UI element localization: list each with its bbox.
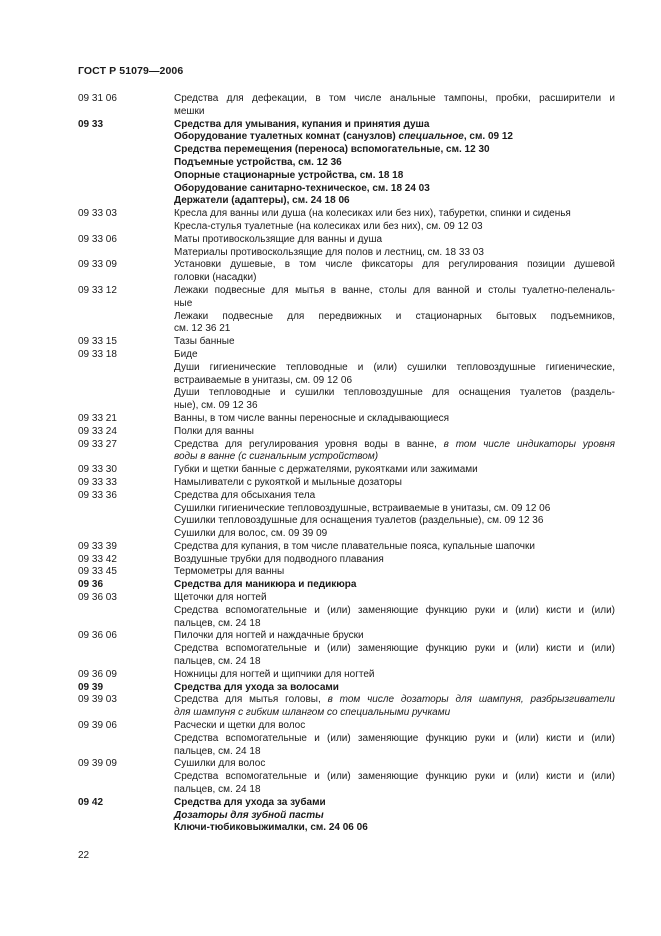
entry-code: 09 33	[78, 118, 104, 130]
list-entry	[78, 413, 615, 426]
text-segment: пальцев, см. 24 18	[174, 656, 261, 668]
entry-line	[174, 810, 615, 823]
entry-body	[174, 349, 615, 413]
entry-code: 09 33 15	[78, 336, 117, 348]
entry-line	[174, 566, 615, 579]
entry-code: 09 33 27	[78, 438, 117, 450]
entry-code: 09 39 06	[78, 720, 117, 732]
text-segment: Намыливатели с рукояткой и мыльные дозаторы	[174, 476, 402, 488]
text-segment: мешки	[174, 105, 205, 117]
entry-body	[174, 464, 615, 477]
entry-line	[174, 592, 615, 605]
entry-line	[174, 464, 615, 477]
entry-line	[174, 733, 615, 746]
entry-line	[174, 311, 615, 324]
entry-body	[174, 285, 615, 336]
text-segment: Средства для купания, в том числе плавательные пояса, купальные шапочки	[174, 540, 535, 552]
entry-code: 09 33 03	[78, 208, 117, 220]
list-entry	[78, 566, 615, 579]
entry-line	[174, 208, 615, 221]
text-segment: Средства для ухода за волосами	[174, 681, 339, 693]
entry-code: 09 33 42	[78, 553, 117, 565]
entry-line	[174, 720, 615, 733]
entry-line	[174, 272, 615, 285]
entry-body	[174, 758, 615, 796]
entry-body	[174, 554, 615, 567]
entry-line	[174, 234, 615, 247]
list-entry	[78, 93, 615, 119]
entry-line	[174, 477, 615, 490]
text-segment: Лежаки подвесные для мытья в ванне, столы для ванной и столы туалетно-пеленаль-	[174, 284, 615, 296]
entry-line	[174, 183, 615, 196]
entry-code: 09 33 21	[78, 412, 117, 424]
entry-code: 09 36 03	[78, 592, 117, 604]
entry-body	[174, 234, 615, 260]
text-segment: специальное	[398, 131, 464, 143]
entry-line	[174, 247, 615, 260]
entry-body	[174, 413, 615, 426]
text-segment: пальцев, см. 24 18	[174, 784, 261, 796]
entry-line	[174, 195, 615, 208]
entry-code: 09 33 36	[78, 489, 117, 501]
text-segment: Щеточки для ногтей	[174, 592, 267, 604]
entry-body	[174, 579, 615, 592]
text-segment: Маты противоскользящие для ванны и душа	[174, 233, 383, 245]
entry-body	[174, 682, 615, 695]
entry-code: 09 33 12	[78, 284, 117, 296]
entry-code: 09 39 03	[78, 694, 117, 706]
entry-body	[174, 119, 615, 209]
entry-line	[174, 157, 615, 170]
entry-body	[174, 336, 615, 349]
entry-body	[174, 426, 615, 439]
entry-code: 09 33 45	[78, 566, 117, 578]
entry-line	[174, 336, 615, 349]
list-entry	[78, 285, 615, 336]
text-segment: Души тепловодные и сушилки тепловоздушные для оснащения туалетов (раздель-	[174, 387, 615, 399]
text-segment: в том числе дозаторы для шампуня, разбрызгиватели	[327, 694, 615, 706]
entry-line	[174, 439, 615, 452]
entry-body	[174, 797, 615, 835]
entry-line	[174, 618, 615, 631]
entry-body	[174, 669, 615, 682]
entry-line	[174, 170, 615, 183]
list-entry	[78, 336, 615, 349]
entry-line	[174, 298, 615, 311]
entry-code: 09 36	[78, 579, 104, 591]
text-segment: Сушилки для волос, см. 09 39 09	[174, 528, 328, 540]
text-segment: Средства для ухода за зубами	[174, 796, 326, 808]
section-entry	[78, 119, 615, 209]
text-segment: Оборудование туалетных комнат (санузлов)	[174, 131, 399, 143]
text-segment: пальцев, см. 24 18	[174, 617, 261, 629]
text-segment: Средства для обсыхания тела	[174, 489, 316, 501]
entry-body	[174, 93, 615, 119]
entry-line	[174, 656, 615, 669]
entry-code: 09 33 24	[78, 425, 117, 437]
text-segment: Оборудование санитарно-техническое, см. 18 24 03	[174, 182, 430, 194]
list-entry	[78, 541, 615, 554]
text-segment: ные	[174, 297, 193, 309]
text-segment: пальцев, см. 24 18	[174, 745, 261, 757]
text-segment: Ключи-тюбиковыжималки, см. 24 06 06	[174, 822, 368, 834]
entry-body	[174, 490, 615, 541]
entry-line	[174, 413, 615, 426]
text-segment: Души гигиенические тепловодные и (или) сушилки тепловоздушные гигиенические,	[174, 361, 615, 373]
list-entry	[78, 630, 615, 668]
entry-line	[174, 784, 615, 797]
entry-body	[174, 208, 615, 234]
entry-line	[174, 554, 615, 567]
entry-code: 09 33 30	[78, 464, 117, 476]
entry-line	[174, 323, 615, 336]
text-segment: Средства вспомогательные и (или) заменяющие функцию руки и (или) кисти и (или)	[174, 732, 615, 744]
entry-body	[174, 694, 615, 720]
entry-line	[174, 375, 615, 388]
text-segment: Подъемные устройства, см. 12 36	[174, 156, 342, 168]
entry-body	[174, 592, 615, 630]
list-entry	[78, 426, 615, 439]
entry-line	[174, 362, 615, 375]
entry-code: 09 39	[78, 681, 104, 693]
list-entry	[78, 490, 615, 541]
text-segment: Биде	[174, 348, 198, 360]
entry-line	[174, 694, 615, 707]
entry-line	[174, 630, 615, 643]
entry-line	[174, 387, 615, 400]
list-entry	[78, 259, 615, 285]
list-entry	[78, 464, 615, 477]
entry-line	[174, 490, 615, 503]
entry-line	[174, 669, 615, 682]
list-entry	[78, 477, 615, 490]
entry-line	[174, 643, 615, 656]
entry-line	[174, 259, 615, 272]
entry-body	[174, 477, 615, 490]
text-segment: , см. 09 12	[463, 131, 513, 143]
text-segment: см. 12 36 21	[174, 323, 231, 335]
text-segment: Средства для умывания, купания и принятия душа	[174, 118, 430, 130]
text-segment: встраиваемые в унитазы, см. 09 12 06	[174, 374, 353, 386]
text-segment: Средства перемещения (переноса) вспомогательные, см. 12 30	[174, 144, 490, 156]
text-segment: Средства для дефекации, в том числе анальные тампоны, пробки, расширители и	[174, 93, 615, 104]
list-entry	[78, 720, 615, 758]
entry-line	[174, 515, 615, 528]
text-segment: Ванны, в том числе ванны переносные и складывающиеся	[174, 412, 450, 424]
entry-line	[174, 93, 615, 106]
entry-line	[174, 682, 615, 695]
entry-line	[174, 131, 615, 144]
text-segment: ные), см. 09 12 36	[174, 400, 258, 412]
classification-list	[78, 93, 615, 835]
text-segment: Дозаторы для зубной пасты	[174, 809, 324, 821]
text-segment: Лежаки подвесные для передвижных и стационарных бытовых подъемников,	[174, 310, 615, 322]
document-header: ГОСТ Р 51079—2006	[78, 65, 184, 77]
entry-code: 09 33 33	[78, 476, 117, 488]
list-entry	[78, 234, 615, 260]
entry-code: 09 39 09	[78, 758, 117, 770]
entry-code: 09 42	[78, 796, 104, 808]
entry-line	[174, 221, 615, 234]
entry-line	[174, 579, 615, 592]
section-entry	[78, 682, 615, 695]
text-segment: Полки для ванны	[174, 425, 254, 437]
entry-line	[174, 119, 615, 132]
text-segment: головки (насадки)	[174, 272, 257, 284]
list-entry	[78, 669, 615, 682]
entry-body	[174, 720, 615, 758]
entry-code: 09 31 06	[78, 93, 117, 104]
entry-body	[174, 259, 615, 285]
list-entry	[78, 758, 615, 796]
entry-line	[174, 400, 615, 413]
entry-line	[174, 106, 615, 119]
list-entry	[78, 349, 615, 413]
entry-line	[174, 541, 615, 554]
entry-code: 09 33 39	[78, 540, 117, 552]
text-segment: Средства для маникюра и педикюра	[174, 579, 357, 591]
text-segment: Термометры для ванны	[174, 566, 285, 578]
text-segment: Держатели (адаптеры), см. 24 18 06	[174, 195, 350, 207]
entry-code: 09 36 09	[78, 668, 117, 680]
entry-line	[174, 503, 615, 516]
entry-line	[174, 771, 615, 784]
list-entry	[78, 554, 615, 567]
text-segment: Воздушные трубки для подводного плавания	[174, 553, 384, 565]
entry-code: 09 36 06	[78, 630, 117, 642]
entry-body	[174, 630, 615, 668]
text-segment: Установки душевые, в том числе фиксаторы для регулирования позиции душевой	[174, 259, 615, 271]
text-segment: Губки и щетки банные с держателями, рукоятками или зажимами	[174, 464, 478, 476]
list-entry	[78, 439, 615, 465]
section-entry	[78, 579, 615, 592]
text-segment: Средства для мытья головы,	[174, 694, 328, 706]
entry-body	[174, 439, 615, 465]
entry-code: 09 33 06	[78, 233, 117, 245]
entry-line	[174, 746, 615, 759]
entry-line	[174, 797, 615, 810]
text-segment: Сушилки тепловоздушные для оснащения туалетов (раздельные), см. 09 12 36	[174, 515, 544, 527]
entry-line	[174, 758, 615, 771]
text-segment: Сушилки для волос	[174, 758, 266, 770]
text-segment: воды в ванне (с сигнальным устройством)	[174, 451, 379, 463]
entry-code: 09 33 09	[78, 259, 117, 271]
entry-line	[174, 451, 615, 464]
text-segment: Материалы противоскользящие для полов и лестниц, см. 18 33 03	[174, 246, 484, 258]
section-entry	[78, 797, 615, 835]
entry-line	[174, 426, 615, 439]
text-segment: Сушилки гигиенические тепловоздушные, встраиваемые в унитазы, см. 09 12 06	[174, 502, 551, 514]
text-segment: Кресла для ванны или душа (на колесиках или без них), табуретки, спинки и сиденья	[174, 208, 571, 220]
text-segment: Средства вспомогательные и (или) заменяющие функцию руки и (или) кисти и (или)	[174, 643, 615, 655]
entry-code: 09 33 18	[78, 348, 117, 360]
text-segment: Ножницы для ногтей и щипчики для ногтей	[174, 668, 375, 680]
list-entry	[78, 592, 615, 630]
text-segment: для шампуня с гибким шлангом со специальными ручками	[174, 707, 451, 719]
entry-line	[174, 285, 615, 298]
list-entry	[78, 208, 615, 234]
entry-line	[174, 144, 615, 157]
text-segment: Кресла-стулья туалетные (на колесиках или без них), см. 09 12 03	[174, 220, 483, 232]
text-segment: в том числе индикаторы уровня	[443, 438, 615, 450]
entry-body	[174, 566, 615, 579]
entry-line	[174, 349, 615, 362]
page-number: 22	[78, 850, 90, 861]
entry-line	[174, 822, 615, 835]
text-segment: Средства вспомогательные и (или) заменяющие функцию руки и (или) кисти и (или)	[174, 604, 615, 616]
entry-body	[174, 541, 615, 554]
text-segment: Тазы банные	[174, 336, 235, 348]
text-segment: Опорные стационарные устройства, см. 18 18	[174, 169, 404, 181]
entry-line	[174, 605, 615, 618]
text-segment: Расчески и щетки для волос	[174, 720, 306, 732]
text-segment: Средства вспомогательные и (или) заменяющие функцию руки и (или) кисти и (или)	[174, 771, 615, 783]
entry-line	[174, 707, 615, 720]
entry-line	[174, 528, 615, 541]
text-segment: Средства для регулирования уровня воды в ванне,	[174, 438, 444, 450]
text-segment: Пилочки для ногтей и наждачные бруски	[174, 630, 364, 642]
list-entry	[78, 694, 615, 720]
